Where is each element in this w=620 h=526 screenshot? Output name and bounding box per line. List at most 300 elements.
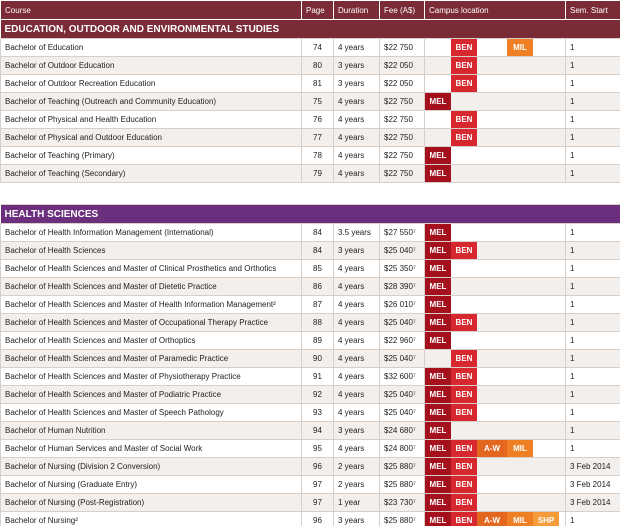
campus-cell: [425, 368, 566, 386]
duration-cell: 2 years: [334, 476, 380, 494]
sem-start-cell: 1: [566, 440, 620, 458]
fee-cell: $28 390⁷: [380, 278, 425, 296]
course-name-cell: Bachelor of Nursing (Post-Registration): [1, 494, 302, 512]
campus-badges: [425, 332, 565, 349]
campus-slot-empty: [477, 278, 507, 295]
campus-slot-empty: [533, 93, 559, 110]
campus-badge-ben: BEN: [451, 512, 477, 526]
campus-badges: [425, 422, 565, 439]
fee-cell: $25 880⁷: [380, 476, 425, 494]
campus-slot-empty: [507, 422, 533, 439]
sem-start-cell: 3 Feb 2014: [566, 476, 620, 494]
section-title: HEALTH SCIENCES: [1, 205, 620, 224]
campus-slot-empty: [507, 224, 533, 241]
sem-start-cell: 1: [566, 75, 620, 93]
page-cell: 76: [302, 111, 334, 129]
campus-cell: [425, 512, 566, 526]
campus-slot-empty: [477, 476, 507, 493]
course-name-cell: Bachelor of Physical and Outdoor Education: [1, 129, 302, 147]
campus-slot-empty: [477, 350, 507, 367]
page-cell: 85: [302, 260, 334, 278]
course-name-cell: Bachelor of Health Sciences and Master of Orthoptics: [1, 332, 302, 350]
page-cell: 86: [302, 278, 334, 296]
duration-cell: 3 years: [334, 242, 380, 260]
campus-badges: [425, 111, 565, 128]
campus-slot-empty: [477, 75, 507, 92]
campus-badges: [425, 350, 565, 367]
sem-start-cell: 1: [566, 332, 620, 350]
campus-badge-ben: BEN: [451, 129, 477, 146]
page-cell: 95: [302, 440, 334, 458]
campus-slot-empty: [477, 368, 507, 385]
table-row: [1, 314, 620, 332]
page-cell: 87: [302, 296, 334, 314]
campus-slot-empty: [507, 314, 533, 331]
table-row: [1, 224, 620, 242]
page-cell: 88: [302, 314, 334, 332]
campus-cell: [425, 476, 566, 494]
campus-badges: [425, 278, 565, 295]
campus-slot-empty: [507, 368, 533, 385]
page-cell: 96: [302, 458, 334, 476]
campus-cell: [425, 332, 566, 350]
table-row: [1, 39, 620, 57]
page-cell: 75: [302, 93, 334, 111]
campus-slot-empty: [451, 278, 477, 295]
fee-cell: $22 750: [380, 147, 425, 165]
page-cell: 96: [302, 512, 334, 526]
campus-slot-empty: [425, 129, 451, 146]
table-row: [1, 260, 620, 278]
table-row: [1, 386, 620, 404]
campus-badges: [425, 165, 565, 182]
campus-badges: [425, 242, 565, 259]
duration-cell: 4 years: [334, 440, 380, 458]
campus-slot-empty: [507, 242, 533, 259]
duration-cell: 4 years: [334, 39, 380, 57]
course-name-cell: Bachelor of Education: [1, 39, 302, 57]
campus-badge-mel: MEL: [425, 404, 451, 421]
course-name-cell: Bachelor of Outdoor Education: [1, 57, 302, 75]
duration-cell: 4 years: [334, 260, 380, 278]
page-cell: 89: [302, 332, 334, 350]
table-row: [1, 278, 620, 296]
campus-slot-empty: [533, 242, 559, 259]
campus-slot-empty: [425, 57, 451, 74]
sem-start-cell: 1: [566, 111, 620, 129]
campus-badge-ben: BEN: [451, 494, 477, 511]
campus-cell: [425, 39, 566, 57]
campus-slot-empty: [425, 39, 451, 56]
campus-slot-empty: [533, 332, 559, 349]
duration-cell: 4 years: [334, 386, 380, 404]
campus-slot-empty: [533, 260, 559, 277]
campus-slot-empty: [477, 111, 507, 128]
page-cell: 94: [302, 422, 334, 440]
campus-slot-empty: [533, 476, 559, 493]
campus-slot-empty: [477, 165, 507, 182]
campus-badge-mel: MEL: [425, 278, 451, 295]
duration-cell: 4 years: [334, 129, 380, 147]
campus-cell: [425, 242, 566, 260]
campus-badge-mel: MEL: [425, 458, 451, 475]
campus-badge-mel: MEL: [425, 314, 451, 331]
campus-slot-empty: [451, 260, 477, 277]
campus-badge-mel: MEL: [425, 93, 451, 110]
campus-slot-empty: [533, 57, 559, 74]
campus-slot-empty: [507, 494, 533, 511]
fee-cell: $22 750: [380, 93, 425, 111]
sem-start-cell: 1: [566, 512, 620, 526]
campus-slot-empty: [477, 494, 507, 511]
campus-badge-ben: BEN: [451, 242, 477, 259]
campus-badges: [425, 476, 565, 493]
campus-slot-empty: [477, 332, 507, 349]
duration-cell: 4 years: [334, 296, 380, 314]
campus-badge-ben: BEN: [451, 386, 477, 403]
course-name-cell: Bachelor of Health Sciences and Master of Speech Pathology: [1, 404, 302, 422]
campus-badge-mel: MEL: [425, 476, 451, 493]
fee-cell: $25 040⁷: [380, 404, 425, 422]
duration-cell: 3 years: [334, 422, 380, 440]
course-name-cell: Bachelor of Health Sciences and Master of Occupational Therapy Practice: [1, 314, 302, 332]
campus-slot-empty: [507, 476, 533, 493]
campus-slot-empty: [507, 332, 533, 349]
campus-slot-empty: [507, 296, 533, 313]
section-spacer-cell: [1, 183, 620, 205]
page-cell: 93: [302, 404, 334, 422]
table-row: [1, 75, 620, 93]
duration-cell: 4 years: [334, 314, 380, 332]
campus-badge-ben: BEN: [451, 314, 477, 331]
campus-slot-empty: [451, 147, 477, 164]
campus-slot-empty: [451, 93, 477, 110]
campus-slot-empty: [451, 165, 477, 182]
duration-cell: 4 years: [334, 278, 380, 296]
campus-slot-empty: [477, 57, 507, 74]
fee-cell: $25 880⁷: [380, 512, 425, 526]
header-course: Course: [1, 1, 302, 20]
table-row: [1, 111, 620, 129]
campus-slot-empty: [477, 93, 507, 110]
duration-cell: 3 years: [334, 75, 380, 93]
campus-badge-ben: BEN: [451, 368, 477, 385]
campus-slot-empty: [507, 458, 533, 475]
campus-badge-mil: MIL: [507, 440, 533, 457]
campus-badges: [425, 75, 565, 92]
course-name-cell: Bachelor of Human Services and Master of Social Work: [1, 440, 302, 458]
fee-cell: $23 730⁷: [380, 494, 425, 512]
course-name-cell: Bachelor of Teaching (Outreach and Community Education): [1, 93, 302, 111]
campus-slot-empty: [451, 332, 477, 349]
campus-badges: [425, 147, 565, 164]
campus-cell: [425, 314, 566, 332]
course-name-cell: Bachelor of Teaching (Secondary): [1, 165, 302, 183]
campus-badge-mil: MIL: [507, 39, 533, 56]
campus-cell: [425, 386, 566, 404]
table-row: [1, 494, 620, 512]
table-row: [1, 458, 620, 476]
campus-badge-mil: MIL: [507, 512, 533, 526]
campus-cell: [425, 404, 566, 422]
header-campus: Campus location: [425, 1, 566, 20]
fee-cell: $22 750: [380, 129, 425, 147]
campus-slot-empty: [477, 147, 507, 164]
campus-slot-empty: [533, 129, 559, 146]
page-cell: 97: [302, 476, 334, 494]
duration-cell: 4 years: [334, 404, 380, 422]
campus-badge-ben: BEN: [451, 39, 477, 56]
campus-badges: [425, 458, 565, 475]
campus-slot-empty: [451, 224, 477, 241]
page-cell: 84: [302, 242, 334, 260]
header-fee: Fee (A$): [380, 1, 425, 20]
sem-start-cell: 1: [566, 224, 620, 242]
campus-slot-empty: [477, 129, 507, 146]
sem-start-cell: 3 Feb 2014: [566, 458, 620, 476]
sem-start-cell: 1: [566, 242, 620, 260]
campus-badge-mel: MEL: [425, 386, 451, 403]
course-name-cell: Bachelor of Physical and Health Education: [1, 111, 302, 129]
campus-slot-empty: [477, 260, 507, 277]
campus-badge-ben: BEN: [451, 75, 477, 92]
table-row: [1, 422, 620, 440]
campus-badges: [425, 224, 565, 241]
campus-slot-empty: [451, 296, 477, 313]
fee-cell: $24 800⁷: [380, 440, 425, 458]
campus-badge-mel: MEL: [425, 147, 451, 164]
campus-slot-empty: [533, 494, 559, 511]
sem-start-cell: 1: [566, 93, 620, 111]
campus-slot-empty: [477, 386, 507, 403]
campus-slot-empty: [533, 296, 559, 313]
campus-badge-mel: MEL: [425, 440, 451, 457]
campus-slot-empty: [425, 350, 451, 367]
sem-start-cell: 1: [566, 260, 620, 278]
campus-slot-empty: [533, 147, 559, 164]
campus-slot-empty: [477, 422, 507, 439]
campus-slot-empty: [477, 296, 507, 313]
course-name-cell: Bachelor of Nursing²: [1, 512, 302, 526]
table-row: [1, 368, 620, 386]
sem-start-cell: 1: [566, 368, 620, 386]
campus-badges: [425, 260, 565, 277]
page-cell: 90: [302, 350, 334, 368]
fee-cell: $22 960⁷: [380, 332, 425, 350]
campus-badge-ben: BEN: [451, 111, 477, 128]
sem-start-cell: 1: [566, 404, 620, 422]
campus-slot-empty: [507, 260, 533, 277]
page-cell: 79: [302, 165, 334, 183]
campus-cell: [425, 57, 566, 75]
campus-cell: [425, 129, 566, 147]
table-row: [1, 129, 620, 147]
sem-start-cell: 1: [566, 350, 620, 368]
campus-badge-mel: MEL: [425, 165, 451, 182]
course-name-cell: Bachelor of Health Sciences and Master of Podiatric Practice: [1, 386, 302, 404]
fee-cell: $25 040⁷: [380, 314, 425, 332]
campus-badge-mel: MEL: [425, 242, 451, 259]
campus-slot-empty: [477, 404, 507, 421]
campus-badge-a-w: A-W: [477, 512, 507, 526]
fee-cell: $25 040⁷: [380, 242, 425, 260]
campus-badges: [425, 494, 565, 511]
table-row: [1, 147, 620, 165]
campus-badge-mel: MEL: [425, 224, 451, 241]
campus-badge-ben: BEN: [451, 57, 477, 74]
fee-cell: $25 880⁷: [380, 458, 425, 476]
header-page: Page: [302, 1, 334, 20]
course-name-cell: Bachelor of Health Sciences and Master of Health Information Management²: [1, 296, 302, 314]
table-row: [1, 512, 620, 526]
section-spacer: [1, 183, 620, 205]
page-cell: 81: [302, 75, 334, 93]
sem-start-cell: 1: [566, 165, 620, 183]
campus-slot-empty: [451, 422, 477, 439]
campus-slot-empty: [533, 314, 559, 331]
table-row: [1, 440, 620, 458]
course-name-cell: Bachelor of Health Sciences and Master of Dietetic Practice: [1, 278, 302, 296]
campus-slot-empty: [533, 368, 559, 385]
page-cell: 80: [302, 57, 334, 75]
course-name-cell: Bachelor of Teaching (Primary): [1, 147, 302, 165]
fee-cell: $22 750: [380, 39, 425, 57]
campus-cell: [425, 224, 566, 242]
course-name-cell: Bachelor of Health Sciences and Master of Clinical Prosthetics and Orthotics: [1, 260, 302, 278]
fee-cell: $26 010⁷: [380, 296, 425, 314]
duration-cell: 4 years: [334, 111, 380, 129]
campus-slot-empty: [533, 224, 559, 241]
campus-badge-mel: MEL: [425, 368, 451, 385]
campus-slot-empty: [425, 75, 451, 92]
fee-cell: $24 680⁷: [380, 422, 425, 440]
sem-start-cell: 1: [566, 386, 620, 404]
campus-cell: [425, 494, 566, 512]
campus-badge-ben: BEN: [451, 404, 477, 421]
campus-badge-a-w: A-W: [477, 440, 507, 457]
table-body: [1, 20, 620, 526]
campus-slot-empty: [507, 129, 533, 146]
course-name-cell: Bachelor of Health Sciences: [1, 242, 302, 260]
duration-cell: 4 years: [334, 332, 380, 350]
duration-cell: 4 years: [334, 165, 380, 183]
duration-cell: 4 years: [334, 368, 380, 386]
campus-badge-mel: MEL: [425, 494, 451, 511]
page-cell: 97: [302, 494, 334, 512]
campus-slot-empty: [507, 386, 533, 403]
campus-cell: [425, 440, 566, 458]
campus-badges: [425, 314, 565, 331]
campus-badge-mel: MEL: [425, 512, 451, 526]
table-row: [1, 93, 620, 111]
fee-cell: $22 050: [380, 75, 425, 93]
section-header-row: [1, 20, 620, 39]
page-cell: 74: [302, 39, 334, 57]
campus-badges: [425, 129, 565, 146]
campus-slot-empty: [507, 93, 533, 110]
table-row: [1, 165, 620, 183]
duration-cell: 2 years: [334, 458, 380, 476]
course-name-cell: Bachelor of Outdoor Recreation Education: [1, 75, 302, 93]
sem-start-cell: 1: [566, 147, 620, 165]
campus-badge-mel: MEL: [425, 422, 451, 439]
campus-slot-empty: [477, 224, 507, 241]
campus-cell: [425, 296, 566, 314]
course-name-cell: Bachelor of Nursing (Division 2 Conversion): [1, 458, 302, 476]
campus-slot-empty: [533, 404, 559, 421]
campus-badges: [425, 39, 565, 56]
fee-cell: $25 040⁷: [380, 386, 425, 404]
campus-slot-empty: [533, 458, 559, 475]
campus-cell: [425, 111, 566, 129]
campus-slot-empty: [507, 111, 533, 128]
campus-slot-empty: [507, 75, 533, 92]
table-row: [1, 476, 620, 494]
campus-slot-empty: [533, 278, 559, 295]
duration-cell: 1 year: [334, 494, 380, 512]
duration-cell: 3 years: [334, 57, 380, 75]
page-cell: 78: [302, 147, 334, 165]
campus-slot-empty: [533, 440, 559, 457]
table-row: [1, 57, 620, 75]
campus-badge-ben: BEN: [451, 476, 477, 493]
campus-slot-empty: [425, 111, 451, 128]
campus-badge-ben: BEN: [451, 458, 477, 475]
campus-slot-empty: [477, 314, 507, 331]
fee-cell: $25 350⁷: [380, 260, 425, 278]
course-name-cell: Bachelor of Health Information Management (International): [1, 224, 302, 242]
campus-slot-empty: [477, 242, 507, 259]
duration-cell: 4 years: [334, 350, 380, 368]
campus-badges: [425, 368, 565, 385]
campus-cell: [425, 422, 566, 440]
page-cell: 91: [302, 368, 334, 386]
sem-start-cell: 1: [566, 422, 620, 440]
sem-start-cell: 1: [566, 39, 620, 57]
campus-cell: [425, 458, 566, 476]
campus-badge-mel: MEL: [425, 332, 451, 349]
campus-cell: [425, 260, 566, 278]
campus-slot-empty: [507, 57, 533, 74]
campus-badge-ben: BEN: [451, 350, 477, 367]
campus-slot-empty: [533, 422, 559, 439]
duration-cell: 3 years: [334, 512, 380, 526]
duration-cell: 4 years: [334, 147, 380, 165]
campus-badges: [425, 404, 565, 421]
table-row: [1, 404, 620, 422]
sem-start-cell: 1: [566, 314, 620, 332]
fee-cell: $22 750: [380, 111, 425, 129]
table-row: [1, 350, 620, 368]
campus-badges: [425, 512, 565, 526]
campus-badges: [425, 93, 565, 110]
fee-cell: $27 550⁷: [380, 224, 425, 242]
campus-badges: [425, 296, 565, 313]
campus-slot-empty: [507, 147, 533, 164]
duration-cell: 4 years: [334, 93, 380, 111]
sem-start-cell: 1: [566, 296, 620, 314]
table-row: [1, 332, 620, 350]
fee-cell: $25 040⁷: [380, 350, 425, 368]
campus-slot-empty: [533, 75, 559, 92]
header-duration: Duration: [334, 1, 380, 20]
sem-start-cell: 1: [566, 57, 620, 75]
page-cell: 77: [302, 129, 334, 147]
campus-cell: [425, 75, 566, 93]
campus-cell: [425, 350, 566, 368]
campus-cell: [425, 147, 566, 165]
campus-badge-mel: MEL: [425, 260, 451, 277]
